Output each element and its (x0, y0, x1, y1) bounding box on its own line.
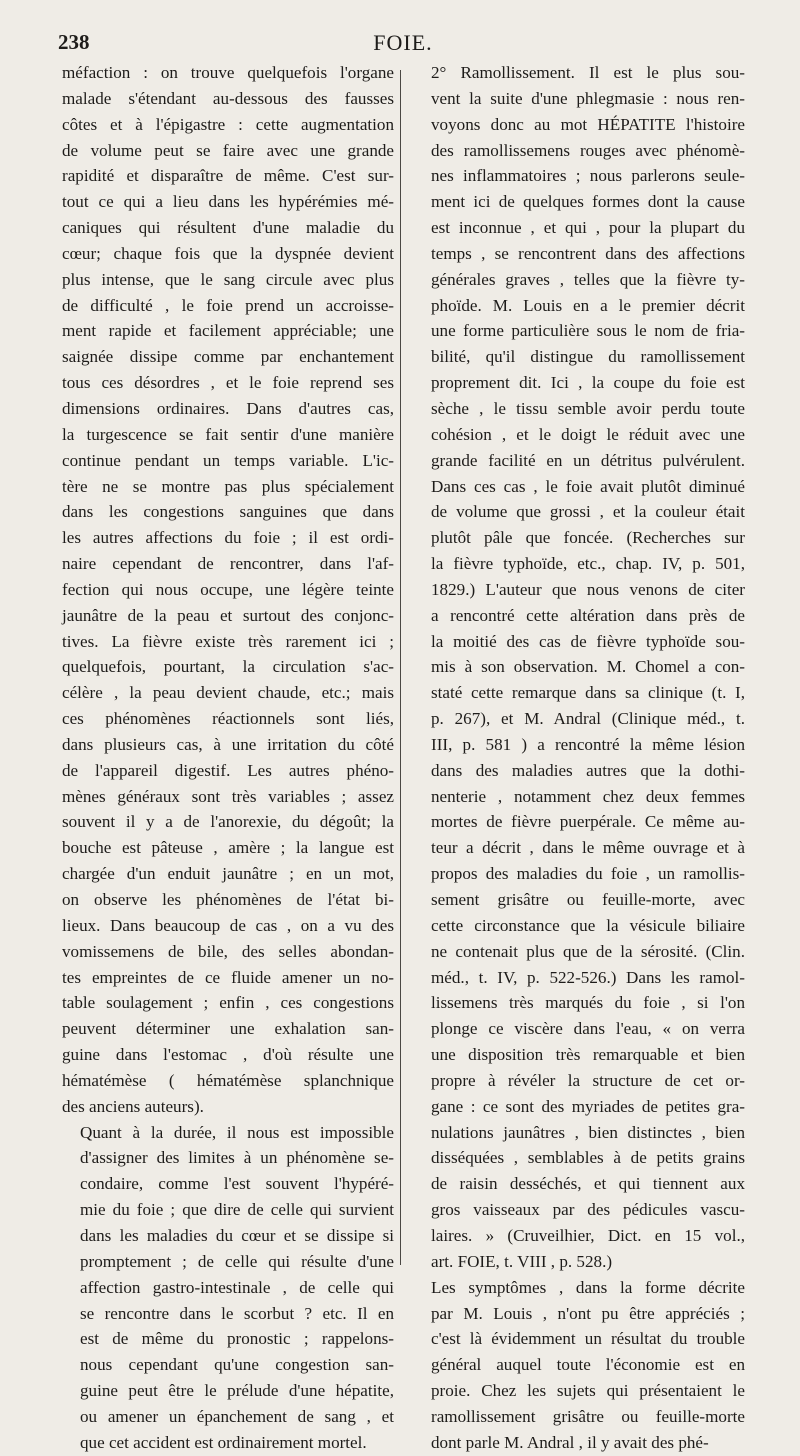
text-line: quelquefois, pourtant, la circulation s'ac- (62, 657, 394, 677)
text-line: se rencontre dans le scorbut ? etc. Il en (80, 1303, 394, 1323)
text-line: saignée dissipe comme par enchantement (62, 347, 394, 367)
text-line: disséquées , semblables à de petits grains (431, 1148, 745, 1168)
text-line: propre à révéler la structure de cet or- (431, 1070, 745, 1090)
text-line: de raisin desséchés, et qui tiennent aux (431, 1174, 745, 1194)
text-line: vent la suite d'une phlegmasie : nous ren- (431, 88, 745, 108)
text-line: Les symptômes , dans la forme décrite (431, 1277, 745, 1297)
text-line: côtes et à l'épigastre : cette augmentation (62, 114, 394, 134)
text-line: méd., t. IV, p. 522-526.) Dans les ramol- (431, 967, 745, 987)
text-line: que cet accident est ordinairement mortel. (80, 1432, 367, 1452)
text-line: sèche , le tissu semble avoir perdu toute (431, 398, 745, 418)
text-line: de l'appareil digestif. Les autres phéno- (62, 760, 394, 780)
text-line: général auquel toute l'économie est en (431, 1355, 745, 1375)
text-line: on observe les phénomènes de l'état bi- (62, 890, 394, 909)
text-line: rapidité et disparaître de même. C'est sur- (62, 166, 394, 186)
text-line: hématémèse ( hématémèse splanchnique (62, 1070, 394, 1090)
text-line: nulations jaunâtres , bien distinctes , bien (431, 1122, 745, 1142)
text-line: de volume que grossi , et la couleur était (431, 502, 745, 522)
text-line: dont parle M. Andral , il y avait des phé- (431, 1432, 709, 1452)
text-line: la moitié des cas de fièvre typhoïde sou- (431, 631, 745, 651)
text-line: a rencontré cette altération dans près de (431, 605, 745, 625)
text-line: dans des maladies autres que la dothi- (431, 760, 745, 780)
text-line: phoïde. M. Louis en a le premier décrit (431, 295, 745, 315)
page-header (58, 30, 748, 58)
text-line: une disposition très remarquable et bien (431, 1045, 745, 1065)
text-line: par M. Louis , n'ont pu être appréciés ; (431, 1303, 745, 1323)
text-line: promptement ; de celle qui résulte d'une (80, 1251, 394, 1271)
text-line: bouche est pâteuse , amère ; la langue est (62, 838, 394, 858)
text-line: méfaction : on trouve quelquefois l'organe (62, 63, 394, 82)
text-line: tives. La fièvre existe très rarement ici ; (62, 631, 394, 651)
text-line: tes empreintes de ce fluide amener un no- (62, 967, 394, 987)
text-line: teur a décrit , dans le même ouvrage et à (431, 838, 745, 858)
text-line: Dans ces cas , le foie avait plutôt diminué (431, 476, 745, 496)
text-line: une forme particulière sous le nom de fria- (431, 321, 745, 341)
text-line: jaunâtre de la peau et surtout des conjonc- (62, 605, 394, 625)
text-line: lissemens très marqués du foie , si l'on (431, 993, 745, 1013)
text-line: chargée d'un enduit jaunâtre ; en un mot, (62, 864, 394, 884)
text-line: mènes généraux sont très variables ; assez (62, 786, 394, 806)
text-line: célère , la peau devient chaude, etc.; mais (62, 683, 394, 703)
text-line: cœur; chaque fois que la dyspnée devient (62, 243, 394, 263)
text-line: proprement dit. Ici , la coupe du foie est (431, 373, 745, 393)
text-line: générales graves , telles que la fièvre ty- (431, 269, 745, 289)
text-line: propos des maladies du foie , un ramollis- (431, 864, 745, 884)
text-line: caniques qui résultent d'une maladie du (62, 218, 394, 238)
text-line: ment rapide et facilement appréciable; une (62, 321, 394, 341)
text-line: est de même du pronostic ; rappelons- (80, 1329, 394, 1349)
text-line: ou amener un épanchement de sang , et (80, 1406, 394, 1426)
text-line: plus intense, que le sang circule avec plus (62, 269, 394, 289)
text-line: vomissemens de bile, des selles abondan- (62, 941, 394, 961)
text-line: gane : ce sont des myriades de petites gra- (431, 1096, 745, 1116)
text-line: III, p. 581 ) a rencontré la même lésion (431, 734, 745, 754)
text-line: guine peut être le prélude d'une hépatite, (80, 1381, 394, 1401)
text-line: tère ne se montre pas plus spécialement (62, 476, 394, 496)
text-line: 1829.) L'auteur que nous venons de citer (431, 579, 745, 599)
text-line: naire cependant de rencontrer, dans l'af- (62, 554, 394, 574)
text-line: des anciens auteurs). (62, 1096, 204, 1116)
text-line: c'est là évidemment un résultat du trouble (431, 1329, 745, 1349)
text-line: continue pendant un temps variable. L'ic- (62, 450, 394, 470)
text-line: mis à son observation. M. Chomel a con- (431, 657, 745, 677)
text-line: condaire, comme l'est souvent l'hypéré- (80, 1174, 394, 1194)
text-line: Quant à la durée, il nous est impossible (80, 1122, 394, 1142)
text-line: peuvent déterminer une exhalation san- (62, 1019, 394, 1039)
text-line: de difficulté , le foie prend un accroisse- (62, 295, 394, 315)
text-line: plonge ce viscère dans l'eau, « on verra (431, 1019, 745, 1039)
page-number: 238 (58, 30, 90, 54)
text-line: la fièvre typhoïde, etc., chap. IV, p. 501, (431, 554, 745, 574)
text-line: malade s'étendant au-dessous des fausses (62, 88, 394, 108)
text-line: nenterie , notamment chez deux femmes (431, 786, 745, 806)
text-line: dans les congestions sanguines que dans (62, 502, 394, 522)
text-line: affection gastro-intestinale , de celle qui (80, 1277, 394, 1297)
text-line: temps , se rencontrent dans des affections (431, 243, 745, 263)
left-paragraph-2 (62, 1120, 394, 1456)
text-line: p. 267), et M. Andral (Clinique méd., t. (431, 709, 745, 729)
text-line: tous ces désordres , et le foie reprend ses (62, 373, 394, 393)
text-line: table soulagement ; enfin , ces congestions (62, 993, 394, 1013)
text-line: sement grisâtre ou feuille-morte, avec (431, 890, 745, 909)
text-line: proie. Chez les sujets qui présentaient le (431, 1381, 745, 1401)
text-line: dimensions ordinaires. Dans d'autres cas, (62, 398, 394, 418)
text-line: les autres affections du foie ; il est ordi- (62, 528, 394, 548)
text-line: dans les maladies du cœur et se dissipe si (80, 1225, 394, 1245)
text-line: cohésion , et le doigt le réduit avec une (431, 424, 745, 444)
text-line: guine dans l'estomac , d'où résulte une (62, 1045, 394, 1065)
right-column (413, 60, 745, 1456)
running-title: FOIE. (373, 30, 433, 55)
text-line: la turgescence se fait sentir d'une manière (62, 424, 394, 444)
text-line: dans plusieurs cas, à une irritation du côté (62, 734, 394, 754)
text-line: lieux. Dans beaucoup de cas , on a vu des (62, 915, 394, 935)
text-line: ment ici de quelques formes dont la cause (431, 192, 745, 212)
text-line: bilité, qu'il distingue du ramollissement (431, 347, 745, 367)
right-paragraph-2 (413, 1275, 745, 1456)
text-line: d'assigner des limites à un phénomène se- (80, 1148, 394, 1168)
text-line: souvent il y a de l'anorexie, du dégoût; la (62, 812, 394, 832)
column-divider (400, 70, 401, 1265)
text-line: mortes de fièvre puerpérale. Ce même au- (431, 812, 745, 832)
text-line: plutôt pâle que foncée. (Recherches sur (431, 528, 745, 548)
text-line: est inconnue , et qui , pour la plupart du (431, 218, 745, 238)
text-line: ne contenait plus que de la sérosité. (Clin. (431, 941, 745, 961)
text-line: 2° Ramollissement. Il est le plus sou- (431, 63, 745, 82)
text-line: mie du foie ; que dire de celle qui survient (80, 1200, 394, 1220)
text-line: gros vaisseaux par des pédicules vascu- (431, 1200, 745, 1220)
text-line: voyons donc au mot HÉPATITE l'histoire (431, 114, 745, 134)
left-column (62, 60, 394, 1456)
text-line: tout ce qui a lieu dans les hypérémies mé- (62, 192, 394, 212)
text-line: grande facilité en un détritus pulvérulent. (431, 450, 745, 470)
text-line: des ramollissemens rouges avec phénomè- (431, 140, 745, 160)
text-line: laires. » (Cruveilhier, Dict. en 15 vol., (431, 1225, 745, 1245)
left-paragraph-1 (62, 60, 394, 1120)
text-line: ramollissement grisâtre ou feuille-morte (431, 1406, 745, 1426)
text-line: fection qui nous occupe, une légère teinte (62, 579, 394, 599)
text-line: ces phénomènes réactionnels sont liés, (62, 709, 394, 729)
text-line: cette circonstance que la vésicule biliaire (431, 915, 745, 935)
text-line: nous cependant qu'une congestion san- (80, 1355, 394, 1375)
right-paragraph-1 (413, 60, 745, 1275)
text-line: de volume peut se faire avec une grande (62, 140, 394, 160)
text-line: art. FOIE, t. VIII , p. 528.) (431, 1251, 613, 1271)
text-line: staté cette remarque dans sa clinique (t. I, (431, 683, 745, 703)
text-line: nes inflammatoires ; nous parlerons seule- (431, 166, 745, 186)
